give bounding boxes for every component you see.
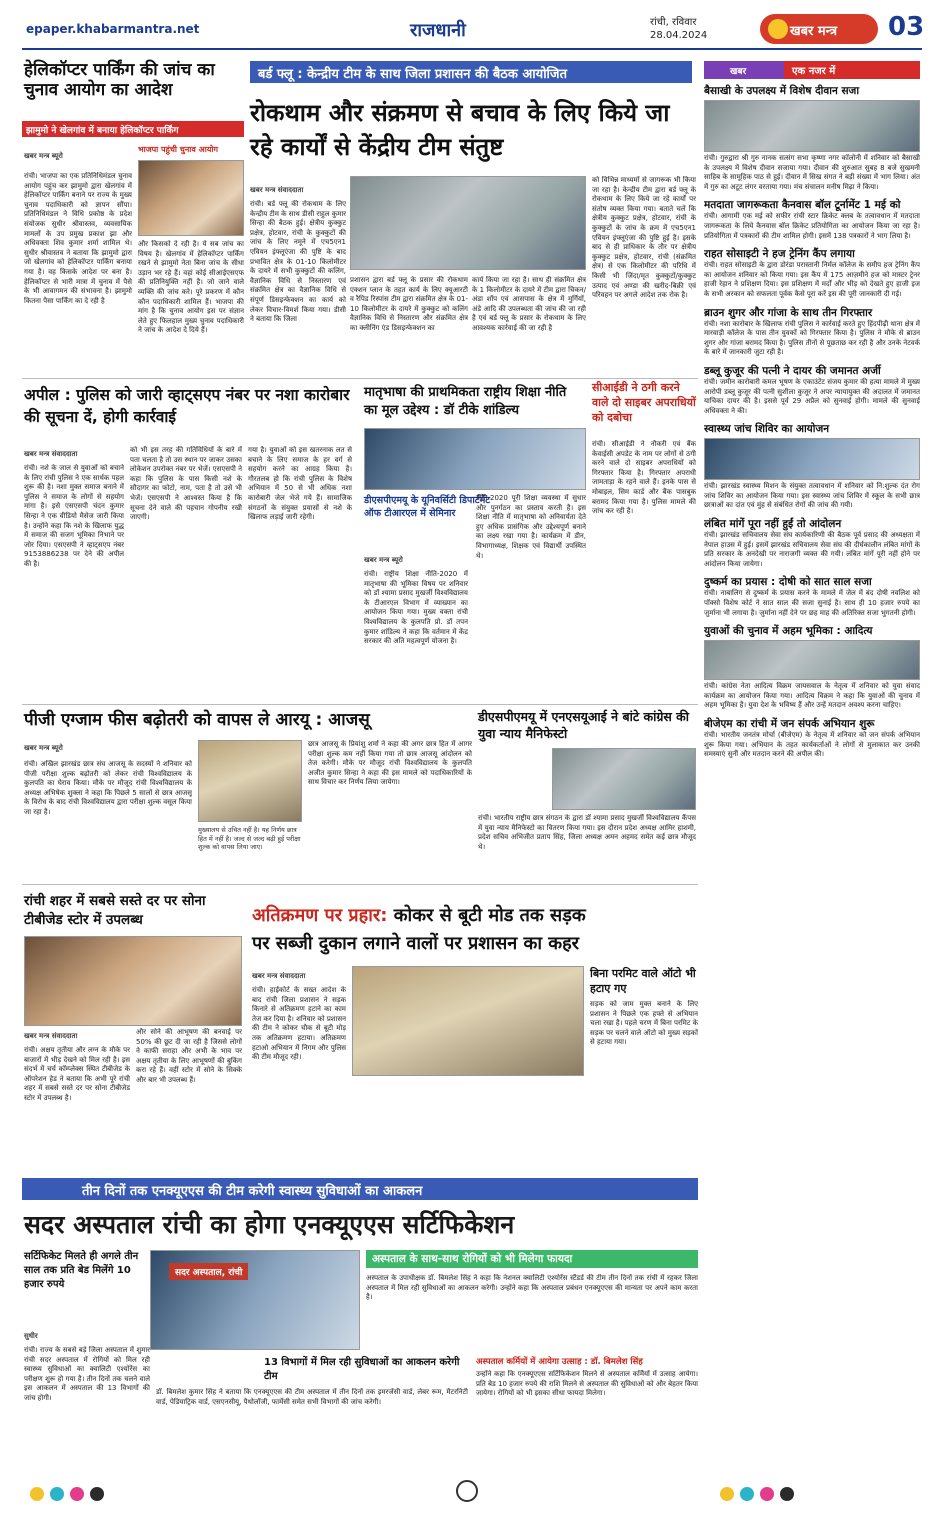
divider [22, 704, 698, 705]
nqas-sub: अस्पताल के साथ-साथ रोगियों को भी मिलेगा फायदा [366, 1250, 698, 1268]
news-brief-item-body: रांची। नशा कारोबार के खिलाफ रांची पुलिस ने कार्रवाई करते हुए हिंदपीढ़ी थाना क्षेत्र में मारवाड़ी कॉलेज के पास तीन युवकों को गिरफ्तार किया है। पुलिस ने मौके से ब्राउन शुगर और गांजा बरामद किया है। पुलिस तीनों से पूछताछ कर रही है और उनके नेटवर्क के बारे में जानकारी जुटा रही है। [704, 319, 920, 357]
nqas-body-3: डॉ. बिमलेश कुमार सिंह ने बताया कि एनक्यूएएस की टीम अस्पताल में तीन दिनों तक इमरजेंसी वार्ड, लेबर रूम, मैटरनिटी वार्ड, पेडियाट्रिक वार्ड, एसएनसीयू, पैथोलॉजी, फार्मेसी समेत सभी विभागों की जांच करेगी। [156, 1388, 468, 1406]
news-brief-item-title: ब्राउन शुगर और गांजा के साथ तीन गिरफ्तार [704, 306, 873, 319]
pg-exam-byline: खबर मन्त्र ब्यूरो [24, 744, 63, 752]
nqas-headline: सदर अस्पताल रांची का होगा एनक्यूएएस सर्टिफिकेशन [24, 1210, 515, 1239]
news-brief-item-title: लंबित मांगें पूरा नहीं हुईं तो आंदोलन [704, 518, 842, 531]
bird-flu-meeting-photo [350, 176, 586, 270]
news-brief-item [704, 575, 920, 618]
news-brief-item [704, 198, 920, 241]
divider [22, 378, 698, 379]
pg-exam-headline: पीजी एग्जाम फीस बढ़ोतरी को वापस ले आरयू : आजसू [24, 710, 370, 730]
helicopter-subhead: झामुमो ने खेलगांव में बनाया हेलिकॉप्टर पार्किंग [22, 121, 244, 137]
pg-exam-photo [198, 740, 302, 822]
news-brief-item-title: बीजेएम का रांची में जन संपर्क अभियान शुरू [704, 718, 875, 730]
cyber-body: रांची। सीआईडी ने नौकरी एवं बैंक केवाईसी अपडेट के नाम पर लोगों से ठगी करने वाले दो साइबर अपराधियों को गिरफ्तार किया है। गिरफ्तार अपराधी जामताड़ा के रहने वाले हैं। इनके पास से मोबाइल, सिम कार्ड और बैंक पासबुक बरामद किया गया है। पुलिस मामले की जांच कर रही है। [592, 440, 696, 516]
encroach-headline-2: पर सब्जी दुकान लगाने वालों पर प्रशासन का कहर [252, 933, 580, 954]
bird-flu-byline: खबर मन्त्र संवाददाता [250, 186, 304, 194]
tbz-headline: रांची शहर में सबसे सस्ते दर पर सोना टीबीजेड स्टोर में उपलब्ध [24, 893, 206, 928]
encroach-body-1: रांची। हाईकोर्ट के सख्त आदेश के बाद रांची जिला प्रशासन ने सड़क किनारे से अतिक्रमण हटाने का काम तेज कर दिया है। शनिवार को प्रशासन की टीम ने कोकर चौक से बूटी मोड़ तक अतिक्रमण हटाया। अतिक्रमण हटाओ अभियान में निगम और पुलिस की टीम मौजूद रही। [252, 986, 346, 1062]
helicopter-headline: हेलिकॉप्टर पार्किंग की जांच का चुनाव आयोग का आदेश [24, 60, 215, 101]
nqas-sub2: 13 विभागों में मिल रही सुविधाओं का आकलन करेगी टीम [264, 1357, 460, 1382]
news-brief-item-photo [704, 100, 920, 152]
news-brief-item-body: रांची। कांग्रेस नेता आदित्य विक्रम जायसवाल के नेतृत्व में शनिवार को युवा संवाद कार्यक्रम का आयोजन किया गया। आदित्य विक्रम ने कहा कि युवाओं की चुनाव में अहम भूमिका है। युवा देश के भविष्य हैं और उन्हें मतदान अवश्य करना चाहिए। [704, 682, 920, 710]
tbz-store-photo [24, 936, 242, 1026]
news-brief-list [704, 84, 920, 1424]
bird-flu-body-2: प्रशासन द्वारा बर्ड फ्लू के प्रसार की रोकथाम एक्शन प्लान के तहत कार्य के लिए क्यूआरटी व रैपिड रिस्पांस टीम द्वारा संक्रमित क्षेत्र के 01-10 किलोमीटर के दायरे में कुक्कुट को कलिंग वैज्ञानिक विधि से निस्तारण और संक्रमित क्षेत्र का क्लीनिंग एंड डिसइन्फेक्शन का [350, 276, 468, 332]
matribhasha-sub: डीएसपीएमयू के यूनिवर्सिटी डिपार्टमेंट ऑफ टीआरएल में सेमिनार [364, 495, 491, 519]
news-brief-label [704, 61, 920, 79]
news-brief-item [704, 364, 920, 416]
news-brief-item [704, 84, 920, 192]
encroach-byline: खबर मन्त्र संवाददाता [252, 972, 306, 980]
news-brief-title: एक नजर में [792, 66, 836, 77]
encroach-bulldozer-photo [352, 966, 584, 1076]
encroach-headline-1 [252, 902, 702, 930]
issue-date: 28.04.2024 [650, 30, 708, 41]
news-brief-item-title: डब्लू कुजूर की पत्नी ने दायर की जमानत अर्जी [704, 364, 881, 377]
news-brief-item-title: मतदाता जागरूकता कैनवास बॉल टूर्नामेंट 1 मई को [704, 199, 901, 212]
encroach-side-body: सड़क को जाम मुक्त बनाने के लिए प्रशासन ने पिछले एक हफ्ते से अभियान चला रखा है। पहले चरण में बिना परमिट के सड़क पर चलने वाले ऑटो को मुख्य सड़कों से हटाया गया। [590, 1000, 698, 1047]
encroach-body-2 [352, 1080, 584, 1170]
bird-flu-body-3: कार्य किया जा रहा है। साथ ही संक्रमित क्षेत्र के 1 किलोमीटर के दायरे में टीम द्वारा चिकन/अंडा शॉप एवं आसपास के क्षेत्र में मुर्गियों, अंडे आदि की उपलब्धता की जांच की जा रही है एवं बर्ड फ्लू के प्रसार के रोकथाम के लिए आवश्यक कार्रवाई की जा रही है [472, 276, 586, 332]
bird-flu-body-1: रांची। बर्ड फ्लू की रोकथाम के लिए केन्द्रीय टीम के साथ डीसी राहुल कुमार सिन्हा की बैठक हुई। क्षेत्रीय कुक्कुट प्रक्षेत्र, होटवार, रांची के कुक्कुटों की जांच के लिए नमूने में एच5एन1 एवियन इंफ्लूएंजा की पुष्टि के बाद प्रभावित क्षेत्र के 01-10 किलोमीटर के दायरे में सभी कुक्कुटों की कलिंग, वैज्ञानिक विधि से निस्तारण एवं संक्रमित क्षेत्र का वैज्ञानिक विधि से संपूर्ण डिसइन्फेक्शन का कार्य को लेकर विचार-विमर्श किया गया। डीसी ने बताया कि जिला [250, 200, 346, 324]
color-dot-icon [720, 1487, 734, 1501]
encroach-headline-a: कोकर से बूटी मोड तक सड़क [393, 905, 586, 926]
news-brief-item-title: स्वास्थ्य जांच शिविर का आयोजन [704, 423, 830, 436]
footer-color-dots-right [720, 1486, 800, 1505]
news-brief-item-photo [704, 640, 920, 680]
tbz-byline: खबर मन्त्र संवाददाता [24, 1032, 78, 1040]
page-number: 03 [888, 12, 925, 42]
divider [22, 884, 698, 885]
police-body-1: रांची। नशे के जाल से युवाओं को बचाने के लिए रांची पुलिस ने एक सार्थक पहल शुरू की है। नशा मुक्त समाज बनाने में पुलिस ने समाज के लोगों से सहयोग मांगा है। इसे एसएसपी चंदन कुमार सिन्हा ने एक वीडियो मैसेज जारी किया है। उन्होंने कहा कि नशे के खिलाफ युद्ध में समाज की सजग भूमिका निभाने पर जोर दिया। एसएसपी ने व्हाट्सएप नंबर 9153886238 पर देने की अपील की है। [24, 464, 124, 568]
nqas-box-title: सर्टिफिकेट मिलते ही अगले तीन साल तक प्रति बेड मिलेंगे 10 हजार रुपये [24, 1251, 139, 1290]
city-day: रांची, रविवार [650, 17, 697, 28]
nqas-body-4: उन्होंने कहा कि एनक्यूएएस सर्टिफिकेशन मिलने से अस्पताल कर्मियों में उत्साह आयेगा। प्रति बेड 10 हजार रुपये की राशि मिलने से अस्पताल की सुविधाओं को और बेहतर किया जायेगा। रोगियों को भी इसका सीधा फायदा मिलेगा। [476, 1370, 698, 1398]
nqas-body-1: रांची। राज्य के सबसे बड़े जिला अस्पताल में शुमार रांची सदर अस्पताल में रोगियों को मिल रही स्वास्थ्य सुविधाओं का क्वालिटी एश्योरेंस का परीक्षण शुरू हो गया है। तीन दिनों तक चलने वाले इस आकलन में अस्पताल की 13 विभागों की जांच होगी। [24, 1346, 150, 1402]
bird-flu-headline: रोकथाम और संक्रमण से बचाव के लिए किये जा रहे कार्यों से केंद्रीय टीम संतुष्ट [250, 99, 670, 161]
nsui-photo [552, 748, 696, 810]
pg-exam-body-2: छात्र आजसू के प्रियांशु शर्मा ने कहा की अगर छात्र हित में आगर परीक्षा शुल्क कम नहीं किया गया तो छात्र आजसू आंदोलन को तेज करेगी। मौके पर मौजूद रांची विश्वविद्यालय के कुलपति अजीत कुमार सिन्हा ने कहा की इस मामले को पदाधिकारियों के साथ विचार कर निर्णय लिया जायेगा। [308, 740, 472, 787]
matribhasha-body-2: नीति-2020 पूरी शिक्षा व्यवस्था में सुधार और पुनर्गठन का प्रस्ताव करती है। इस शिक्षा नीति में मातृभाषा को अनिवार्यता देते हुए अधिक प्रासंगिक और उद्देश्यपूर्ण बनाने का लक्ष्य रखा गया है। कार्यक्रम में डीन, विभागाध्यक्ष, शिक्षक एवं विद्यार्थी उपस्थित थे। [476, 494, 586, 560]
color-dot-icon [760, 1487, 774, 1501]
news-brief-item [704, 517, 920, 569]
color-dot-icon [50, 1487, 64, 1501]
news-brief-item [704, 624, 920, 711]
news-brief-item [704, 306, 920, 358]
dateline [650, 16, 707, 42]
news-brief-item-body: रांची। झारखंड सचिवालय सेवा संघ कार्यकारिणी की बैठक पूर्व प्रसाद की अध्यक्षता में नेपाल हाउस में हुई। इसमें झारखंड सचिवालय सेवा संघ की दीर्घकालीन लंबित मांगों के प्रति सरकार के अनदेखी पर नाराजगी व्यक्त की गयी। लंबित मांगें पूरी नहीं होने पर आंदोलन किया जायेगा। [704, 531, 920, 568]
registration-mark-icon [456, 1480, 478, 1502]
news-brief-item [704, 422, 920, 511]
nsui-body-lead [478, 748, 548, 808]
news-brief-item-body: रांची। गुरुद्वारा श्री गुरु नानक सत्संग सभा कृष्णा नगर कॉलोनी में शनिवार को बैसाखी के उपलक्ष्य में विशेष दीवान सजाया गया। दीवान की शुरुआत सुबह 8 बजे सुखमनी साहिब के सामूहिक पाठ से हुई। दीवान में सिख संगत ने बड़ी संख्या में भाग लिया। अंत में गुरु का अटूट लंगर वरताया गया। मंच संचालन मनीष मिढ़ा ने किया। [704, 154, 920, 191]
news-brief-item-body: रांची। झारखंड स्वास्थ्य मिशन के संयुक्त तत्वावधान में शनिवार को नि:शुल्क दंत रोग जांच शिविर का आयोजन किया गया। इस स्वास्थ्य जांच शिविर में स्कूल के सभी छात्र छात्राओं का दांत एवं मुंह से संबंधित रोगों की जांच की गयी। [704, 482, 920, 510]
news-brief-item-body: रांची। नाबालिग से दुष्कर्म के प्रयास करने के मामले में जेल में बंद दोषी नवलिश को पॉक्सो विशेष कोर्ट ने सात साल की सजा सुनाई है। साथ ही 10 हजार रुपये का जुर्माना भी लगाया है। जुर्माना नहीं देने पर छह माह की अतिरिक्त सजा भुगतनी होगी। [704, 589, 920, 617]
color-dot-icon [780, 1487, 794, 1501]
matribhasha-byline: खबर मन्त्र ब्यूरो [364, 556, 403, 564]
news-brief-item-title: राहत सोसाइटी ने हज ट्रेनिंग कैंप लगाया [704, 248, 855, 261]
bird-flu-body-4: को विभिन्न माध्यमों से जागरूक भी किया जा रहा है। केन्द्रीय टीम द्वारा बर्ड फ्लू के रोकथाम के लिए किये जा रहे कार्यों पर संतोष व्यक्त किया गया। बताते चलें कि क्षेत्रीय कुक्कुट प्रक्षेत्र, होटवार, रांची के कुक्कुटों के जांच के क्रम में एच5एन1 एवियन इंफ्लूएंजा की पुष्टि हुई है। इसके बाद से ही प्राधिकार के तौर पर क्षेत्रीय कुक्कुट प्रक्षेत्र, होटवार, रांची (संक्रमित क्षेत्र) से एक किलोमीटर की परिधि में किसी भी जिंदा/मृत कुक्कुटों/कुक्कुट उत्पाद एवं अण्डा की खरीद-बिक्री एवं परिवहन पर अगले आदेश तक रोक है। [592, 176, 696, 300]
news-brief-item-body: रांची। आगामी एक मई को सफीर रांची स्टार क्रिकेट क्लब के तत्वावधान में मतदाता जागरूकता के लिये कैनवास बॉल क्रिकेट प्रतियोगिता का आयोजन किया जा रहा है। प्रतियोगिता में पत्रकारों की टीम शामिल होगी। इसमें 138 पत्रकारों ने भाग लिया है। [704, 212, 920, 240]
section-title: राजधानी [410, 20, 466, 41]
police-byline: खबर मन्त्र संवाददाता [24, 450, 78, 458]
site-url[interactable]: epaper.khabarmantra.net [26, 22, 200, 36]
nqas-strip: तीन दिनों तक एनक्यूएएस की टीम करेगी स्वास्थ्य सुविधाओं का आकलन [22, 1178, 698, 1200]
tbz-body-2: और सोने की आभूषण की बनवाई पर 50% की छूट दी जा रही है जिससे लोगों ने काफी सराहा और अभी के भाव पर अक्षय तृतीया के लिए आभूषणों की बुकिंग करा रहे हैं। वहीं स्टोर में सोने के सिक्के और बार भी उपलब्ध हैं। [136, 1028, 242, 1084]
nqas-sub3: अस्पताल कर्मियों में आयेगा उत्साह : डॉ. बिमलेश सिंह [476, 1357, 643, 1367]
brand-logo-icon [768, 19, 788, 39]
helicopter-photo [138, 160, 244, 236]
news-brief-item-title: युवाओं की चुनाव में अहम भूमिका : आदित्य [704, 625, 873, 638]
nsui-headline: डीएसपीएमयू में एनएसयूआई ने बांटे कांग्रेस की युवा न्याय मैनिफेस्टो [478, 709, 690, 741]
pg-exam-photo-caption: मुख्यालय से उचित नहीं है। यह निर्णय छात्र हित में नहीं है। जल्द से जल्द बढ़ी हुई परीक्षा शुल्क को वापस लिया जाए। [198, 826, 301, 851]
news-brief-item [704, 717, 920, 760]
nqas-byline: सुधीर [24, 1332, 38, 1340]
color-dot-icon [90, 1487, 104, 1501]
color-dot-icon [70, 1487, 84, 1501]
helicopter-photo-caption: भाजपा पहुंची चुनाव आयोग [138, 145, 218, 154]
matribhasha-body-1: रांची। राष्ट्रीय शिक्षा नीति-2020 में मातृभाषा की भूमिका विषय पर शनिवार को डॉ श्यामा प्रसाद मुखर्जी विश्वविद्यालय के टीआरएल विभाग में व्याख्यान का आयोजन किया गया। मुख्य वक्ता रांची विश्वविद्यालय के कुलपति प्रो. डॉ तपन कुमार शांडिल्य ने कहा कि वर्तमान में केंद्र सरकार की अति महत्वपूर्ण योजना है। [364, 570, 468, 646]
news-brief-item-title: दुष्कर्म का प्रयास : दोषी को सात साल सजा [704, 576, 872, 589]
hospital-sign: सदर अस्पताल, रांची [169, 1263, 248, 1280]
matribhasha-headline: मातृभाषा की प्राथमिकता राष्ट्रीय शिक्षा नीति का मूल उद्देश्य : डॉ टीके शांडिल्य [364, 385, 567, 418]
hospital-building-photo [150, 1250, 360, 1350]
cyber-headline: सीआईडी ने ठगी करने वाले दो साइबर अपराधियों को दबोचा [592, 381, 696, 424]
news-brief-item-body: रांची। राहत सोसाइटी के द्वारा डोरंडा परास्तानी निर्मल कॉलेज के समीप हज ट्रेनिंग कैंप का आयोजन शनिवार को किया गया। इस कैंप में 175 आज़मीने हज को मास्टर ट्रेनर हाजी रेहान ने प्रशिक्षण दिया। इस प्रशिक्षण में मर्दों और भीड़ को देखते हुए हाजी इज के सभी अरकान को सफलता पूर्वक कैसे पूरा करें इस की पूरी जानकारी दी गई। [704, 261, 920, 298]
pg-exam-body-1: रांची। अखिल झारखंड छात्र संघ आजसू के सदस्यों ने शनिवार को पीजी परीक्षा शुल्क बढ़ोतरी को लेकर रांची विश्वविद्यालय के कुलपति का घेराव किया। मौके पर मौजूद रांची विश्वविद्यालय के अध्यक्ष अभिषेक शुक्ला ने कहा कि पिछले 5 सालों से छात्र आजसू के विरोध के बाद रांची विश्वविद्यालय द्वारा परीक्षा शुल्क वसूल किया जा रहा है। [24, 760, 192, 816]
helicopter-byline: खबर मन्त्र ब्यूरो [24, 152, 63, 160]
police-body-3: गया है। युवाओं को इस खतरनाक लत से बचाने के लिए समाज के हर वर्ग से सहयोग करने का आग्रह किया है। गौरतलब हो कि रांची पुलिस के विशेष अभियान में 50 से भी अधिक नशा कारोबारी जेल भेजे गये हैं। सामाजिक संगठनों के संयुक्त प्रयासों से नशे के खिलाफ लड़ाई जारी रहेगी। [248, 446, 352, 522]
news-brief-item-photo [704, 438, 920, 480]
encroach-kicker: अतिक्रमण पर प्रहार: [252, 905, 388, 926]
footer-color-dots-left [30, 1486, 110, 1505]
brand-badge: खबर मन्त्र [760, 14, 878, 44]
news-brief-tag: खबर [704, 61, 784, 79]
color-dot-icon [740, 1487, 754, 1501]
nqas-body-2: अस्पताल के उपाधीक्षक डॉ. बिमलेश सिंह ने कहा कि नेशनल क्वालिटी एश्योरेंस स्टैंडर्ड की टीम तीन दिनों तक रांची में रहकर जिला अस्पताल में मिल रही सुविधाओं का आकलन करेगी। उन्होंने कहा कि अस्पताल प्रबंधन एनक्यूएएस की मान्यता पर अपने काम करता है। [366, 1274, 698, 1302]
nsui-body: रांची। भारतीय राष्ट्रीय छात्र संगठन के द्वारा डॉ श्यामा प्रसाद मुखर्जी विश्वविद्यालय कैंपस में युवा न्याय मैनिफेस्टो का वितरण किया गया। इस दौरान प्रदेश अध्यक्ष आमिर हाशमी, प्रदेश सचिव अभिजीत प्रताप सिंह, जिला अध्यक्ष अमन अहमद समेत कई छात्र मौजूद थे। [478, 814, 696, 851]
helicopter-body-1: रांची। भाजपा का एक प्रतिनिधिमंडल चुनाव आयोग पहुंच कर झामुमो द्वारा खेलगांव में हेलिकॉप्टर पार्किंग बनाने पर राज्य के मुख्य चुनाव पदाधिकारी को ज्ञापन सौंपा। प्रतिनिधिमंडल ने विधि प्रकोष्ठ के प्रदेश संयोजक सुधीर श्रीवास्तव, व्यवसायिक मामलों के उप प्रमुख प्रकाश झा और अधिवक्ता शिव कुमार शर्मा शामिल थे। सुधीर श्रीवास्तव ने बताया कि झामुमो द्वारा जो खेलगांव को हेलिकॉप्टर पार्किंग बनाया गया है। वह किसके आदेश पर बना है। हेलिकॉप्टर से भारी मात्रा में चुनाव में पैसे के भी आवागमन की संभावना है। झामुमो कितना पैसा पार्किंग का दे रही है [24, 172, 132, 305]
news-brief-item [704, 247, 920, 299]
tbz-body-1: रांची। अक्षय तृतीया और लग्न के मौके पर बाजारों में भीड़ देखने को मिल रही है। इस संदर्भ में चर्च कॉम्प्लेक्स स्थित टीबीजेड के ऑपरेशन हेड ने बताया कि अभी पूरे रांची शहर में सबसे सस्ते दर पर सोना टीबीजेड स्टोर में उपलब्ध है। [24, 1046, 130, 1102]
news-brief-item-body: रांची। भारतीय जनतंत्र मोर्चा (बीजेएम) के नेतृत्व में शनिवार को जन संपर्क अभियान शुरू किया गया। अभियान के तहत कार्यकर्ताओं ने लोगों से मुलाकात कर उनकी समस्याएं सुनीं और मतदान करने की अपील की। [704, 731, 920, 759]
police-headline: अपील : पुलिस को जारी व्हाट्सएप नंबर पर नशा कारोबार की सूचना दें, होगी कार्रवाई [24, 386, 350, 426]
news-brief-item-body: रांची। जमीन कारोबारी कमल भूषण के एकाउंटेंट संजय कुमार की हत्या मामले में मुख्य आरोपी डब्लू कुजूर की पत्नी सुशीला कुजूर ने अपर न्यायायुक्त की अदालत में जमानत याचिका दायर की है। इससे पूर्व 29 अप्रैल को सुनवाई होगी। मामले की सुनवाई अधिवक्ता ने की। [704, 377, 920, 415]
seminar-photo [364, 428, 586, 490]
color-dot-icon [30, 1487, 44, 1501]
helicopter-body-2: और किसको दे रही है। ये सब जांच का विषय है। खेलगांव में हेलिकॉप्टर पार्किंग रखने से झामुमो नेता बिना जांच के सीधा उड़ान भर रहे हैं। वहां कोई सीआईएसएफ की प्रतिनियुक्ति नहीं है। जो जाने वाले व्यक्ति की जांच करे। पूरे प्रकरण में कौन कौन पदाधिकारी शामिल हैं। भाजपा की मांग है कि चुनाव आयोग इस पर संज्ञान लेते हुए फिलहाल मुख्य चुनाव पदाधिकारी ने जांच के आदेश दे दिये हैं। [138, 240, 244, 335]
news-brief-item-title: बैसाखी के उपलक्ष्य में विशेष दीवान सजा [704, 85, 860, 97]
police-body-2: को भी इस तरह की गतिविधियों के बारे में पता चलता है तो उस स्थान पर जाकर उसका लोकेशन उपरोक्त नंबर पर भेजें। एसएसपी ने कहा कि पुलिस के पास किसी नशे के सौदागर का फोटो, नाम, पता है तो उसे भी भेजें। एसएसपी ने आश्वस्त किया है कि सूचना देने वाले की पहचान गोपनीय रखी जाएगी। [130, 446, 242, 522]
encroach-side-headline: बिना परमिट वाले ऑटो भी हटाए गए [590, 967, 696, 995]
bird-flu-kicker: बर्ड फ्लू : केन्द्रीय टीम के साथ जिला प्रशासन की बैठक आयोजित [250, 61, 692, 83]
